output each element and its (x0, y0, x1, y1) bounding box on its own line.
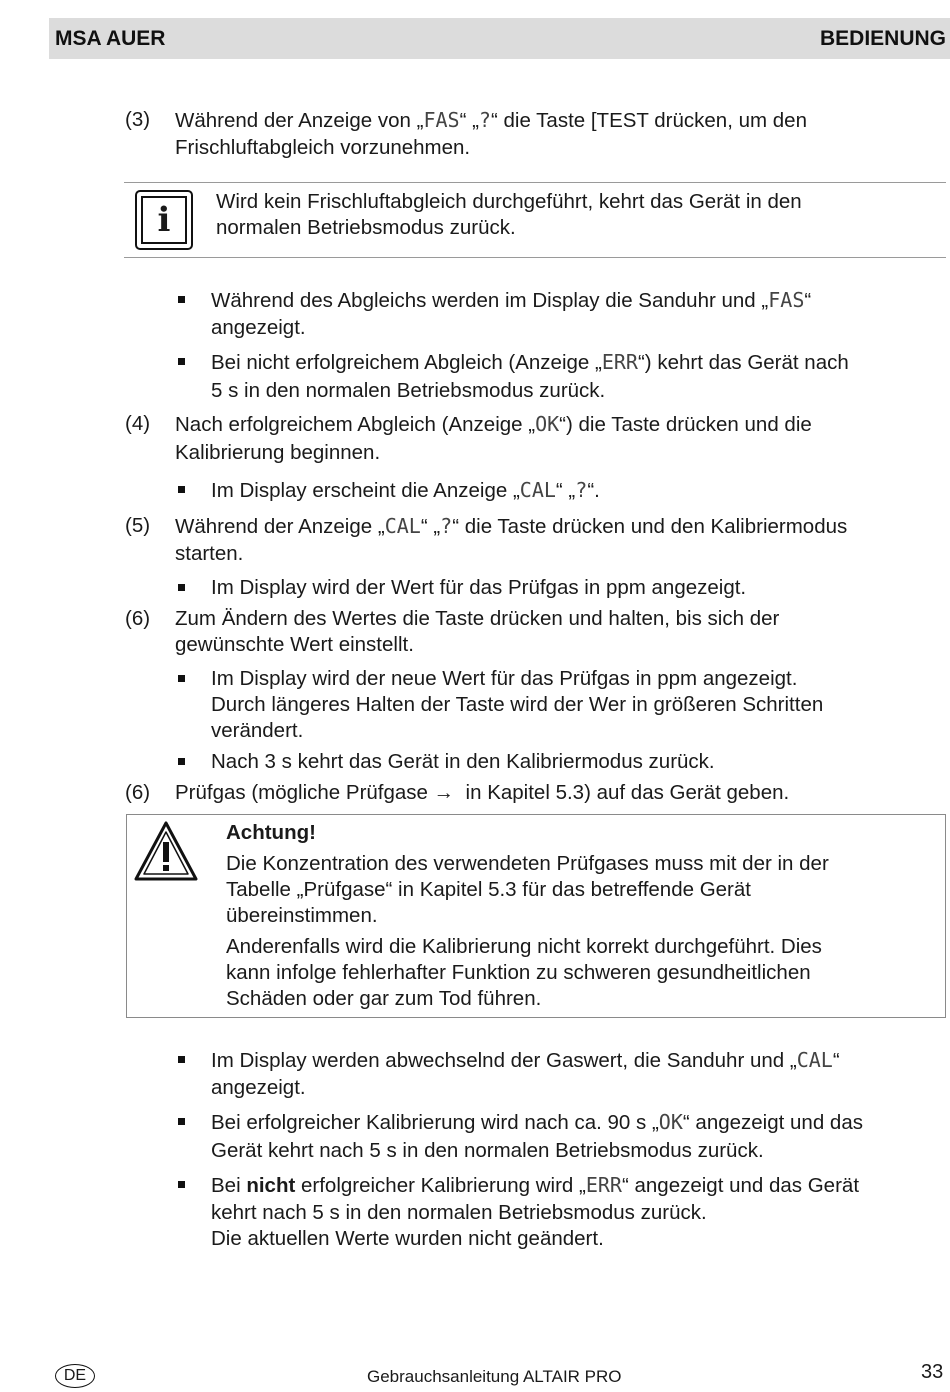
bullet-text-line: angezeigt. (211, 316, 306, 339)
bullet-icon (178, 758, 185, 765)
bullet-icon (178, 1056, 185, 1063)
warning-triangle-icon (133, 820, 199, 882)
bullet-icon (178, 486, 185, 493)
step-text-line: Prüfgas (mögliche Prüfgase → in Kapitel 5.3) auf das Gerät geben. (175, 781, 790, 804)
bullet-text-line: 5 s in den normalen Betriebsmodus zurück. (211, 379, 606, 402)
bullet-text-line: Während des Abgleichs werden im Display die Sanduhr und „FAS“ (211, 288, 812, 312)
bullet-text-line: angezeigt. (211, 1076, 306, 1099)
bullet-text-line: Im Display erscheint die Anzeige „CAL“ „?“. (211, 478, 600, 502)
info-icon: i (135, 190, 193, 250)
display-code: CAL (796, 1048, 833, 1072)
footer-title: Gebrauchsanleitung ALTAIR PRO (367, 1367, 622, 1386)
divider (124, 257, 946, 258)
bullet-text-line: Die aktuellen Werte wurden nicht geändert. (211, 1227, 604, 1250)
warning-text-line: kann infolge fehlerhafter Funktion zu schweren gesundheitlichen (226, 961, 811, 984)
display-code: ? (478, 108, 491, 132)
step-number: (6) (125, 607, 151, 630)
bullet-text-line: verändert. (211, 719, 304, 742)
bullet-text-line: kehrt nach 5 s in den normalen Betriebsmodus zurück. (211, 1201, 707, 1224)
bullet-text-line: Nach 3 s kehrt das Gerät in den Kalibriermodus zurück. (211, 750, 715, 773)
bullet-text-line: Im Display wird der Wert für das Prüfgas in ppm angezeigt. (211, 576, 747, 599)
step-text-line: Während der Anzeige „CAL“ „?“ die Taste drücken und den Kalibriermodus (175, 514, 848, 538)
warning-text-line: Schäden oder gar zum Tod führen. (226, 987, 542, 1010)
display-code: CAL (384, 514, 421, 538)
step-number: (3) (125, 108, 151, 131)
display-code: ERR (601, 350, 638, 374)
step-text-line: gewünschte Wert einstellt. (175, 633, 414, 656)
bullet-text-line: Bei erfolgreicher Kalibrierung wird nach ca. 90 s „OK“ angezeigt und das (211, 1110, 863, 1134)
step-number: (4) (125, 412, 151, 435)
display-code: ? (440, 514, 453, 538)
warning-text-line: Die Konzentration des verwendeten Prüfgases muss mit der in der (226, 852, 829, 875)
step-text-line: Frischluftabgleich vorzunehmen. (175, 136, 471, 159)
bullet-text-line: Im Display wird der neue Wert für das Prüfgas in ppm angezeigt. (211, 667, 798, 690)
step-text-line: Während der Anzeige von „FAS“ „?“ die Taste [TEST drücken, um den (175, 108, 807, 132)
display-code: OK (535, 412, 560, 436)
bullet-icon (178, 675, 185, 682)
arrow-right-icon: → (433, 781, 455, 804)
step-text-line: Zum Ändern des Wertes die Taste drücken und halten, bis sich der (175, 607, 780, 630)
bullet-icon (178, 296, 185, 303)
display-code: OK (658, 1110, 683, 1134)
step-number: (5) (125, 514, 151, 537)
warning-text-line: Anderenfalls wird die Kalibrierung nicht korrekt durchgeführt. Dies (226, 935, 822, 958)
display-code: ? (575, 478, 588, 502)
page-number: 33 (921, 1361, 944, 1383)
info-text-line: normalen Betriebsmodus zurück. (216, 216, 516, 239)
display-code: FAS (768, 288, 805, 312)
header-section: BEDIENUNG (819, 26, 946, 50)
bullet-text-line: Bei nicht erfolgreicher Kalibrierung wird „ERR“ angezeigt und das Gerät (211, 1173, 860, 1197)
display-code: ERR (585, 1173, 622, 1197)
step-number: (6) (125, 781, 151, 804)
bullet-text-line: Bei nicht erfolgreichem Abgleich (Anzeige „ERR“) kehrt das Gerät nach (211, 350, 849, 374)
page-header (49, 18, 950, 59)
bullet-icon (178, 584, 185, 591)
language-badge: DE (55, 1364, 95, 1388)
info-text-line: Wird kein Frischluftabgleich durchgeführt, kehrt das Gerät in den (216, 190, 802, 213)
bullet-text-line: Im Display werden abwechselnd der Gaswert, die Sanduhr und „CAL“ (211, 1048, 840, 1072)
bullet-text-line: Durch längeres Halten der Taste wird der Wer in größeren Schritten (211, 693, 824, 716)
step-text-line: Nach erfolgreichem Abgleich (Anzeige „OK“) die Taste drücken und die (175, 412, 812, 436)
display-code: FAS (423, 108, 460, 132)
bullet-icon (178, 1118, 185, 1125)
display-code: CAL (519, 478, 556, 502)
warning-text-line: übereinstimmen. (226, 904, 378, 927)
header-brand: MSA AUER (55, 26, 166, 50)
warning-text-line: Tabelle „Prüfgase“ in Kapitel 5.3 für das betreffende Gerät (226, 878, 751, 901)
bullet-icon (178, 358, 185, 365)
warning-title: Achtung! (226, 821, 316, 844)
bullet-icon (178, 1181, 185, 1188)
divider (124, 182, 946, 183)
step-text-line: starten. (175, 542, 244, 565)
step-text-line: Kalibrierung beginnen. (175, 441, 381, 464)
bullet-text-line: Gerät kehrt nach 5 s in den normalen Betriebsmodus zurück. (211, 1139, 764, 1162)
